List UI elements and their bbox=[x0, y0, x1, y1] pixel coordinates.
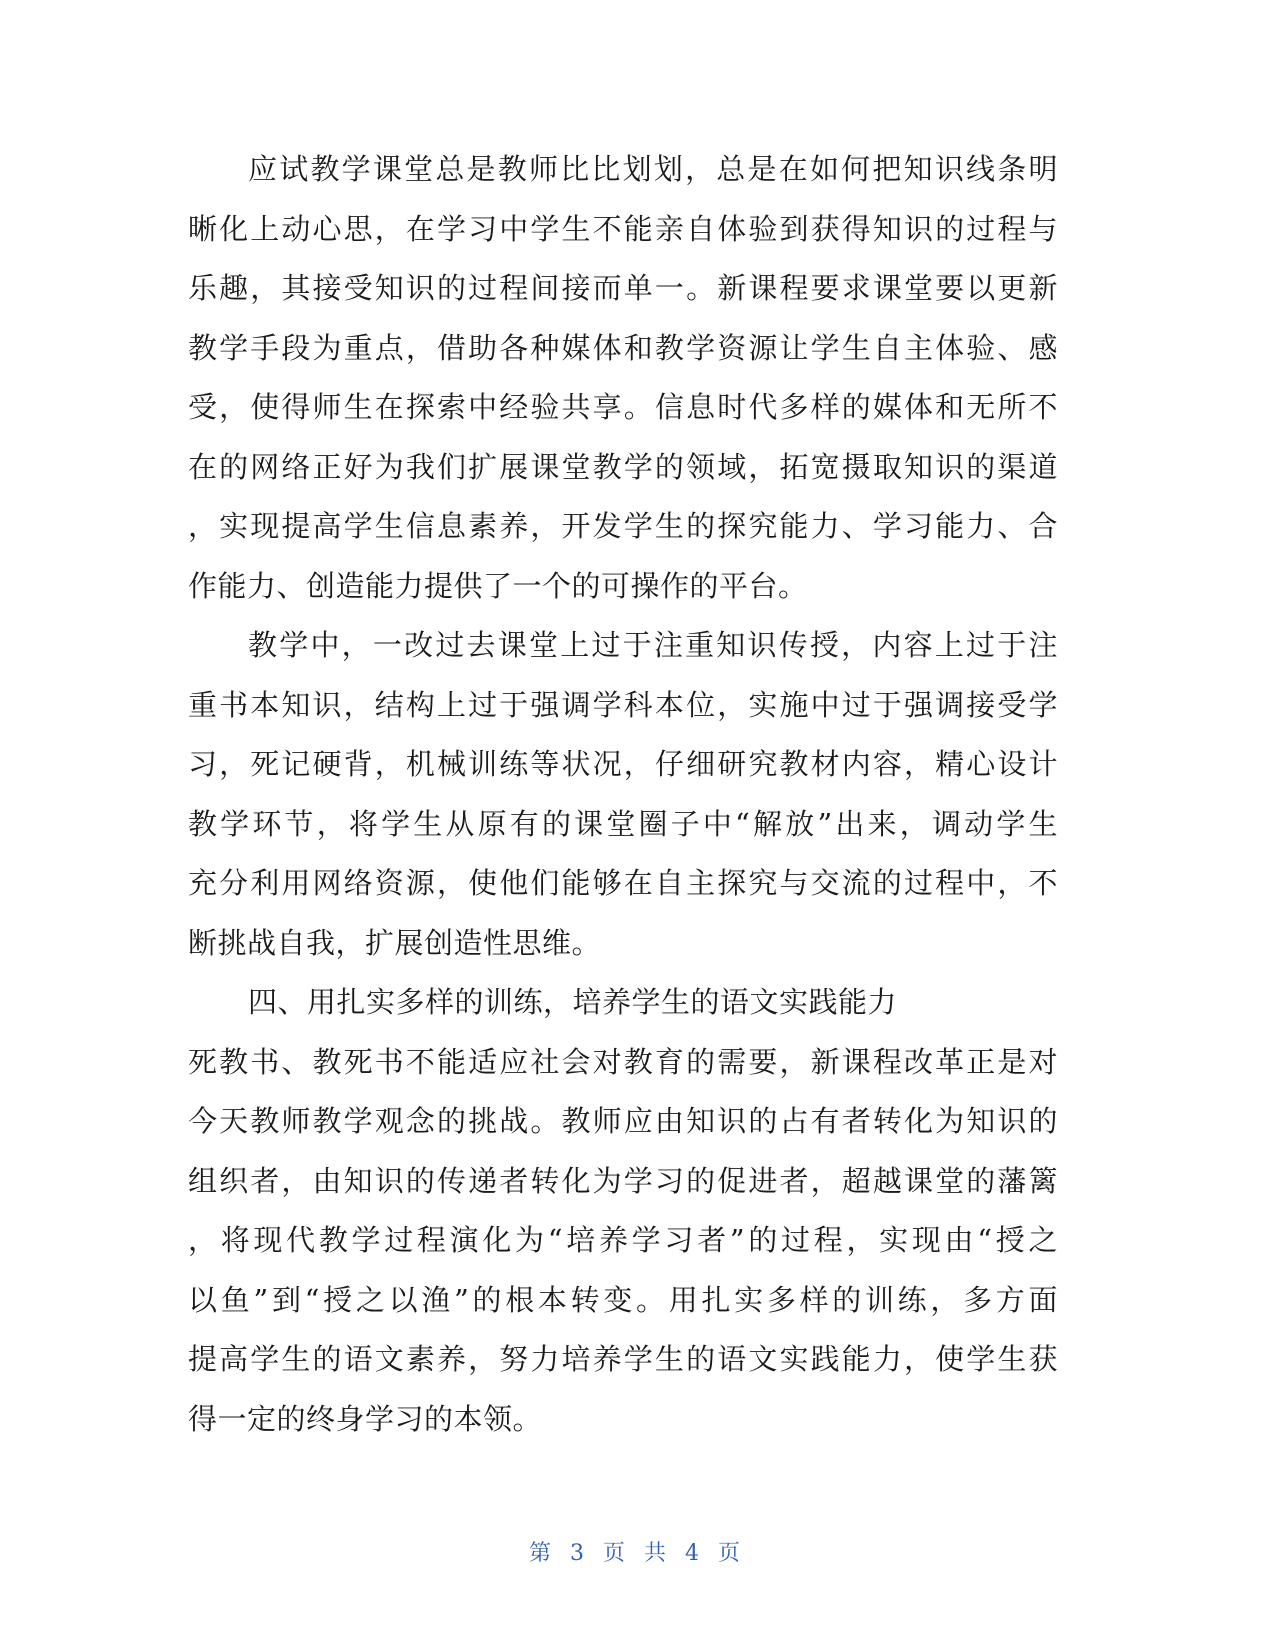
paragraph-2-line-3: 习，死记硬背，机械训练等状况，仔细研究教材内容，精心设计 bbox=[188, 747, 1058, 781]
paragraph-3-line-3: 组织者，由知识的传递者转化为学习的促进者，超越课堂的藩篱 bbox=[188, 1163, 1058, 1198]
paragraph-3-line-4: ，将现代教学过程演化为“培养学习者”的过程，实现由“授之 bbox=[188, 1223, 1058, 1257]
paragraph-1-line-5: 受，使得师生在探索中经验共享。信息时代多样的媒体和无所不 bbox=[188, 390, 1058, 424]
paragraph-2-line-2: 重书本知识，结构上过于强调学科本位，实施中过于强调接受学 bbox=[188, 687, 1058, 722]
paragraph-1-line-2: 晰化上动心思，在学习中学生不能亲自体验到获得知识的过程与 bbox=[188, 211, 1058, 246]
paragraph-2-line-5: 充分利用网络资源，使他们能够在自主探究与交流的过程中，不 bbox=[188, 866, 1058, 900]
document-body bbox=[188, 140, 1058, 1449]
paragraph-1-line-7: ，实现提高学生信息素养，开发学生的探究能力、学习能力、合 bbox=[188, 509, 1058, 543]
paragraph-1-line-3: 乐趣，其接受知识的过程间接而单一。新课程要求课堂要以更新 bbox=[188, 271, 1058, 305]
paragraph-1-line-4: 教学手段为重点，借助各种媒体和教学资源让学生自主体验、感 bbox=[188, 330, 1058, 365]
page-number-footer: 第 3 页 共 4 页 bbox=[529, 1541, 746, 1566]
paragraph-1-line-6: 在的网络正好为我们扩展课堂教学的领域，拓宽摄取知识的渠道 bbox=[188, 449, 1058, 484]
paragraph-1-line-1: 应试教学课堂总是教师比比划划，总是在如何把知识线条明 bbox=[248, 152, 1058, 186]
paragraph-3-line-6: 提高学生的语文素养，努力培养学生的语文实践能力，使学生获 bbox=[188, 1342, 1058, 1376]
section-heading: 四、用扎实多样的训练，培养学生的语文实践能力 bbox=[248, 985, 898, 1019]
paragraph-2-line-4: 教学环节，将学生从原有的课堂圈子中“解放”出来，调动学生 bbox=[188, 806, 1058, 841]
paragraph-2-line-1: 教学中，一改过去课堂上过于注重知识传授，内容上过于注 bbox=[248, 628, 1058, 662]
paragraph-2-line-6: 断挑战自我，扩展创造性思维。 bbox=[188, 925, 602, 960]
paragraph-3-line-7: 得一定的终身学习的本领。 bbox=[188, 1401, 543, 1436]
paragraph-3-line-5: 以鱼”到“授之以渔”的根本转变。用扎实多样的训练，多方面 bbox=[188, 1282, 1058, 1317]
paragraph-3-line-2: 今天教师教学观念的挑战。教师应由知识的占有者转化为知识的 bbox=[188, 1104, 1058, 1138]
paragraph-3-line-1: 死教书、教死书不能适应社会对教育的需要，新课程改革正是对 bbox=[188, 1044, 1058, 1079]
paragraph-1-line-8: 作能力、创造能力提供了一个的可操作的平台。 bbox=[188, 568, 808, 603]
